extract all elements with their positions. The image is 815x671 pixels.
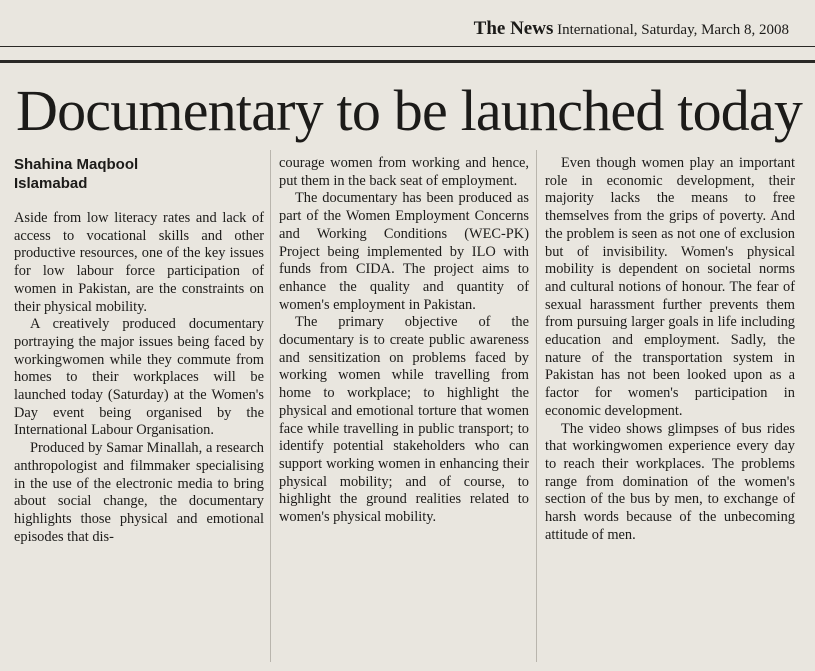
column-divider — [270, 150, 271, 662]
paragraph: Produced by Samar Minallah, a research anthropologist and filmmaker specialising in the use of the electronic media to bring about social change, the documentary highlights those physical and emotional episodes that dis- — [14, 440, 264, 545]
author-name: Shahina Maqbool — [14, 156, 139, 173]
byline — [14, 155, 264, 193]
masthead — [474, 18, 789, 40]
paragraph: courage women from working and hence, put them in the back seat of employment. — [279, 155, 529, 189]
paragraph: The primary objective of the documentary is to create public awareness and sensitization on problems faced by working women while travelling from home to workplace; to highlight the physical and emotional torture that women face while travelling in public transport; to identify potential stakeholders who can support working women in enhancing their physical mobility; and of course, to highlight the ground realities related to women's physical mobility. — [279, 314, 529, 526]
article-column-3 — [545, 155, 795, 660]
paragraph: Aside from low literacy rates and lack of access to vocational skills and other productive resources, one of the key issues for low labour force participation of women in Pakistan, are the constraints on their physical mobility. — [14, 210, 264, 315]
dateline: International, Saturday, March 8, 2008 — [557, 22, 789, 38]
paragraph: The documentary has been produced as part of the Women Employment Concerns and Working Conditions (WEC-PK) Project being implemented by ILO with funds from CIDA. The project aims to enhance the quality and quantity of women's employment in Pakistan. — [279, 190, 529, 313]
top-rule — [0, 46, 815, 47]
dateline-location: Islamabad — [14, 175, 88, 192]
paragraph: A creatively produced documentary portraying the major issues being faced by workingwomen while they commute from homes to their workplaces will be launched today (Saturday) at the Women's Day event being organised by the International Labour Organisation. — [14, 316, 264, 439]
headline: Documentary to be launched today — [16, 78, 803, 143]
paragraph: The video shows glimpses of bus rides that workingwomen experience every day to reach their workplaces. The problems range from domination of the women's section of the bus by men, to exchange of harsh words because of the unbecoming attitude of men. — [545, 420, 795, 543]
column-divider — [536, 150, 537, 662]
article-column-2 — [279, 155, 529, 660]
headline-rule — [0, 60, 815, 63]
publication-name: The News — [473, 18, 554, 39]
article-column-1 — [14, 210, 264, 660]
paragraph: Even though women play an important role in economic development, their majority lacks the means to free themselves from the grips of poverty. And the problem is seen as not one of exclusion but of invisibility. Women's physical mobility is dependent on societal norms and cultural notions of honour. The fear of sexual harassment further prevents them from pursuing larger goals in life including education and employment. Sadly, the nature of the transportation system in Pakistan has not been looked upon as a factor for women's participation in economic development. — [545, 155, 795, 419]
